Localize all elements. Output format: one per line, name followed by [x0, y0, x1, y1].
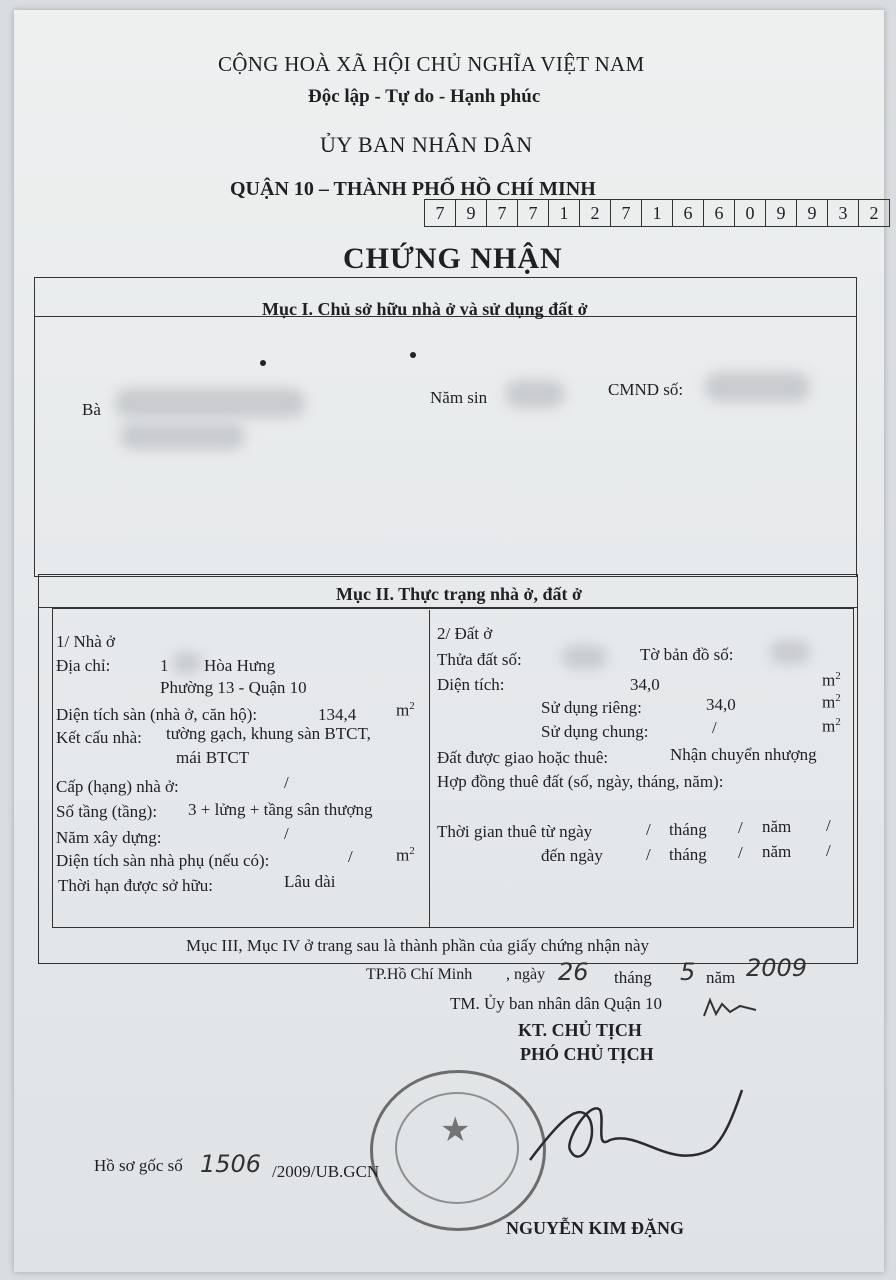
serial-digit: 0	[735, 200, 766, 226]
redacted-address	[172, 652, 202, 674]
lease-to-month: /	[738, 843, 743, 862]
serial-digit: 6	[704, 200, 735, 226]
grade-value: /	[284, 773, 289, 792]
month-label: tháng	[614, 968, 652, 987]
allocation-label: Đất được giao hoặc thuê:	[437, 748, 609, 767]
lease-from-month: /	[738, 818, 743, 837]
serial-digit: 1	[642, 200, 673, 226]
aux-area-label: Diện tích sàn nhà phụ (nếu có):	[56, 851, 270, 870]
record-number: 1506	[200, 1150, 262, 1178]
record-suffix: /2009/UB.GCN	[272, 1162, 380, 1181]
redacted-parcel	[562, 645, 607, 669]
serial-digit: 7	[425, 200, 456, 226]
lease-contract-label: Hợp đồng thuê đất (số, ngày, tháng, năm):	[437, 772, 724, 791]
address-street: Hòa Hưng	[204, 656, 276, 675]
column-divider	[429, 610, 430, 928]
serial-digit: 3	[828, 200, 859, 226]
initials-mark	[700, 996, 760, 1022]
serial-digit: 9	[766, 200, 797, 226]
serial-digit: 6	[673, 200, 704, 226]
ink-dot	[260, 360, 266, 366]
lease-to-year-label: năm	[762, 842, 792, 861]
lease-to-month-label: tháng	[669, 845, 707, 864]
ink-dot	[410, 352, 416, 358]
signing-place: TP.Hồ Chí Minh	[366, 966, 473, 983]
private-use-label: Sử dụng riêng:	[541, 698, 642, 717]
district-title: QUẬN 10 – THÀNH PHỐ HỒ CHÍ MINH	[230, 178, 596, 200]
serial-digit: 7	[487, 200, 518, 226]
aux-area-unit: $m^2$	[396, 845, 415, 865]
footer-note: Mục III, Mục IV ở trang sau là thành phần của giấy chứng nhận này	[186, 936, 650, 955]
redacted-map-sheet	[770, 640, 810, 664]
owner-prefix: Bà	[82, 400, 101, 419]
lease-from-month-label: tháng	[669, 820, 707, 839]
on-behalf: TM. Ủy ban nhân dân Quận 10	[450, 994, 662, 1013]
birth-year-label: Năm sin	[430, 388, 488, 407]
signing-year: 2009	[746, 954, 808, 982]
address-number: 1	[160, 656, 169, 675]
serial-digit: 9	[797, 200, 828, 226]
serial-digit: 9	[456, 200, 487, 226]
land-area-value: 34,0	[630, 675, 660, 694]
private-use-value: 34,0	[706, 695, 736, 714]
aux-area-value: /	[348, 847, 353, 866]
floor-area-label: Diện tích sàn (nhà ở, căn hộ):	[56, 705, 258, 724]
floor-area-value: 134,4	[318, 705, 357, 724]
year-label: năm	[706, 968, 736, 987]
lease-to-year: /	[826, 841, 831, 860]
land-heading: 2/ Đất ở	[437, 624, 493, 643]
lease-to-day: /	[646, 845, 651, 864]
address-label: Địa chỉ:	[56, 656, 111, 675]
serial-digit: 2	[869, 203, 879, 223]
authority-title: ỦY BAN NHÂN DÂN	[320, 132, 533, 157]
national-motto: Độc lập - Tự do - Hạnh phúc	[308, 86, 541, 107]
redacted-birth-year	[505, 380, 565, 408]
section-status-heading: Mục II. Thực trạng nhà ở, đất ở	[336, 584, 582, 604]
signing-month: 5	[680, 958, 696, 986]
serial-digit: 7	[518, 200, 549, 226]
year-built-label: Năm xây dựng:	[56, 828, 162, 847]
serial-digit: 7	[611, 200, 642, 226]
signature	[520, 1080, 750, 1190]
shared-use-label: Sử dụng chung:	[541, 722, 649, 741]
lease-from-year: /	[826, 816, 831, 835]
house-heading: 1/ Nhà ở	[56, 632, 116, 651]
lease-to-label: đến ngày	[541, 846, 603, 865]
signing-day: 26	[558, 958, 589, 986]
floors-label: Số tầng (tầng):	[56, 802, 158, 821]
floors-value: 3 + lửng + tầng sân thượng	[188, 800, 373, 819]
parcel-label: Thửa đất số:	[437, 650, 522, 669]
ownership-term-value: Lâu dài	[284, 872, 336, 891]
lease-from-day: /	[646, 820, 651, 839]
shared-use-unit: $m^2$	[822, 716, 841, 736]
year-built-value: /	[284, 824, 289, 843]
shared-use-value: /	[712, 718, 717, 737]
serial-number-boxes	[424, 199, 890, 227]
national-title: CỘNG HOÀ XÃ HỘI CHỦ NGHĨA VIỆT NAM	[218, 52, 645, 76]
signer-role-1: KT. CHỦ TỊCH	[518, 1020, 642, 1040]
structure-value-2: mái BTCT	[176, 748, 250, 767]
map-sheet-label: Tờ bản đồ số:	[640, 645, 734, 664]
signer-name: NGUYỄN KIM ĐẶNG	[506, 1218, 684, 1238]
land-area-unit: $m^2$	[822, 670, 841, 690]
day-label: , ngày	[506, 966, 546, 983]
structure-value: tường gạch, khung sàn BTCT,	[166, 724, 371, 743]
signer-role-2: PHÓ CHỦ TỊCH	[520, 1044, 654, 1064]
land-area-label: Diện tích:	[437, 675, 505, 694]
address-ward: Phường 13 - Quận 10	[160, 678, 307, 697]
ownership-term-label: Thời hạn được sở hữu:	[58, 876, 213, 895]
lease-from-year-label: năm	[762, 817, 792, 836]
serial-digit: 1	[549, 200, 580, 226]
record-label: Hồ sơ gốc số	[94, 1156, 183, 1175]
private-use-unit: $m^2$	[822, 692, 841, 712]
redacted-id-number	[705, 372, 810, 402]
redacted-owner-name-2	[120, 422, 245, 450]
section-owner-heading: Mục I. Chủ sở hữu nhà ở và sử dụng đất ở	[262, 299, 588, 319]
structure-label: Kết cấu nhà:	[56, 728, 142, 747]
lease-from-label: Thời gian thuê từ ngày	[437, 822, 593, 841]
floor-area-unit: $m^2$	[396, 700, 415, 720]
grade-label: Cấp (hạng) nhà ở:	[56, 777, 179, 796]
serial-digit: 2	[580, 200, 611, 226]
redacted-owner-name	[115, 388, 305, 418]
document-title: CHỨNG NHẬN	[343, 242, 563, 275]
star-icon: ★	[440, 1110, 471, 1150]
allocation-value: Nhận chuyển nhượng	[670, 745, 817, 764]
id-number-label: CMND số:	[608, 380, 684, 399]
